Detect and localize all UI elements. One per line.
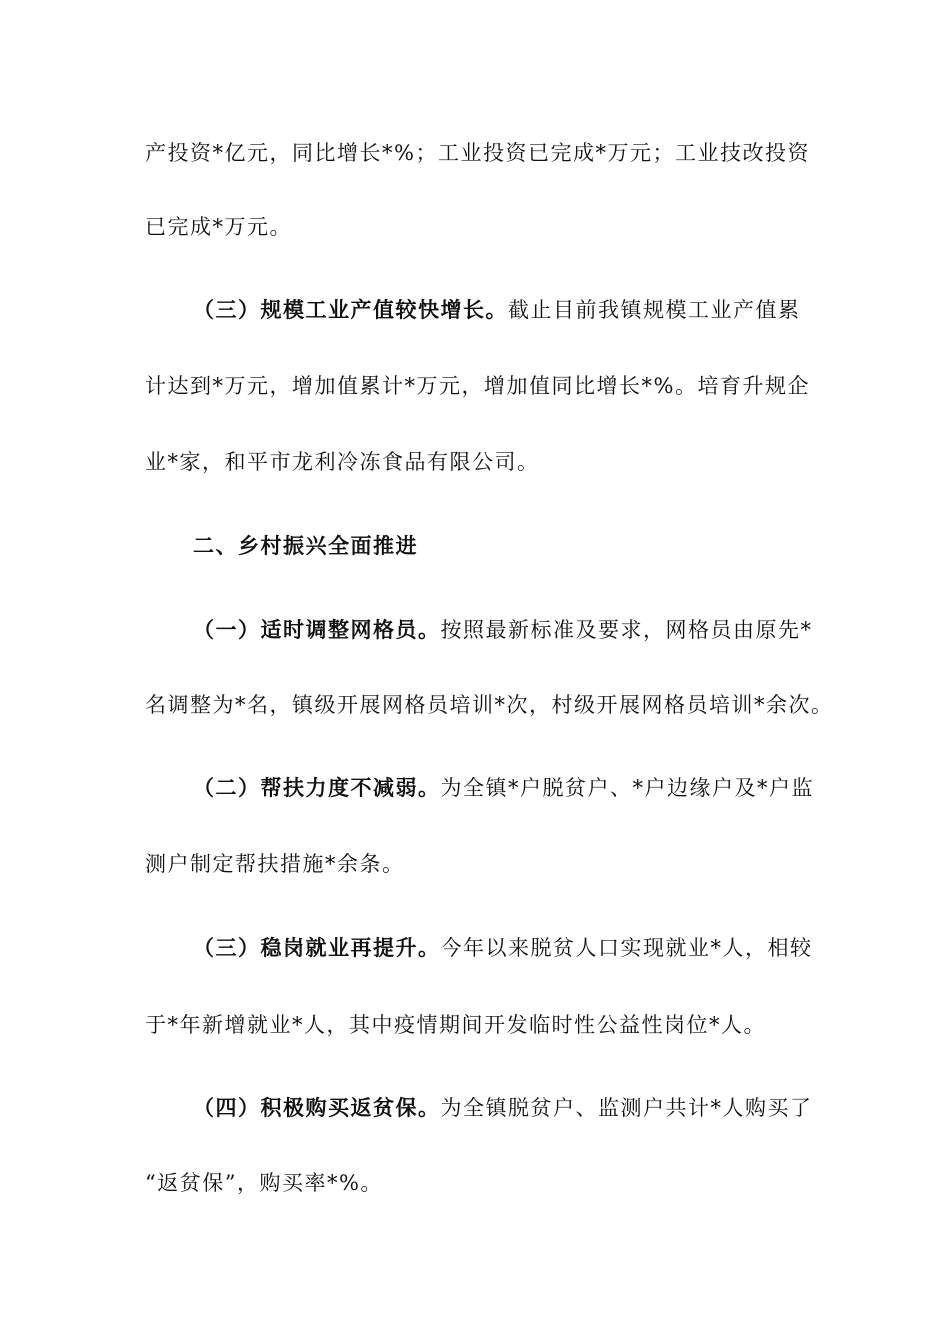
paragraph-text: 按照最新标准及要求，网格员由原先*	[440, 618, 813, 642]
paragraph-line: 测户制定帮扶措施*余条。	[145, 852, 405, 876]
paragraph-text: 为全镇脱贫户、监测户共计*人购买了	[440, 1096, 813, 1120]
subsection-title: （一）适时调整网格员。	[193, 617, 441, 642]
subsection-title: （三）稳岗就业再提升。	[193, 935, 441, 960]
subsection-title: （四）积极购买返贫保。	[193, 1095, 441, 1120]
paragraph-line: 计达到*万元，增加值累计*万元，增加值同比增长*%。培育升规企	[145, 374, 810, 398]
paragraph-first-line	[193, 773, 873, 803]
section-heading: 二、乡村振兴全面推进	[193, 533, 418, 558]
paragraph-text: 为全镇*户脱贫户、*户边缘户及*户监	[440, 776, 814, 800]
paragraph-text: 截止目前我镇规模工业产值累	[508, 298, 801, 322]
subsection-title: （二）帮扶力度不减弱。	[193, 775, 441, 800]
paragraph-line: 已完成*万元。	[145, 215, 292, 239]
paragraph-first-line	[193, 1093, 873, 1123]
paragraph-line: 业*家，和平市龙利冷冻食品有限公司。	[145, 450, 540, 474]
paragraph-line: 产投资*亿元，同比增长*%；工业投资已完成*万元；工业技改投资	[145, 141, 810, 165]
paragraph-first-line	[193, 933, 873, 963]
paragraph-line: 名调整为*名，镇级开展网格员培训*次，村级开展网格员培训*余次。	[145, 693, 834, 717]
paragraph-line: 于*年新增就业*人，其中疫情期间开发临时性公益性岗位*人。	[145, 1013, 766, 1037]
paragraph-text: 今年以来脱贫人口实现就业*人，相较	[440, 936, 813, 960]
paragraph-first-line	[193, 615, 873, 645]
subsection-title: （三）规模工业产值较快增长。	[193, 297, 508, 322]
paragraph-line: “返贫保”，购买率*%。	[145, 1171, 383, 1195]
paragraph-first-line	[193, 295, 873, 325]
